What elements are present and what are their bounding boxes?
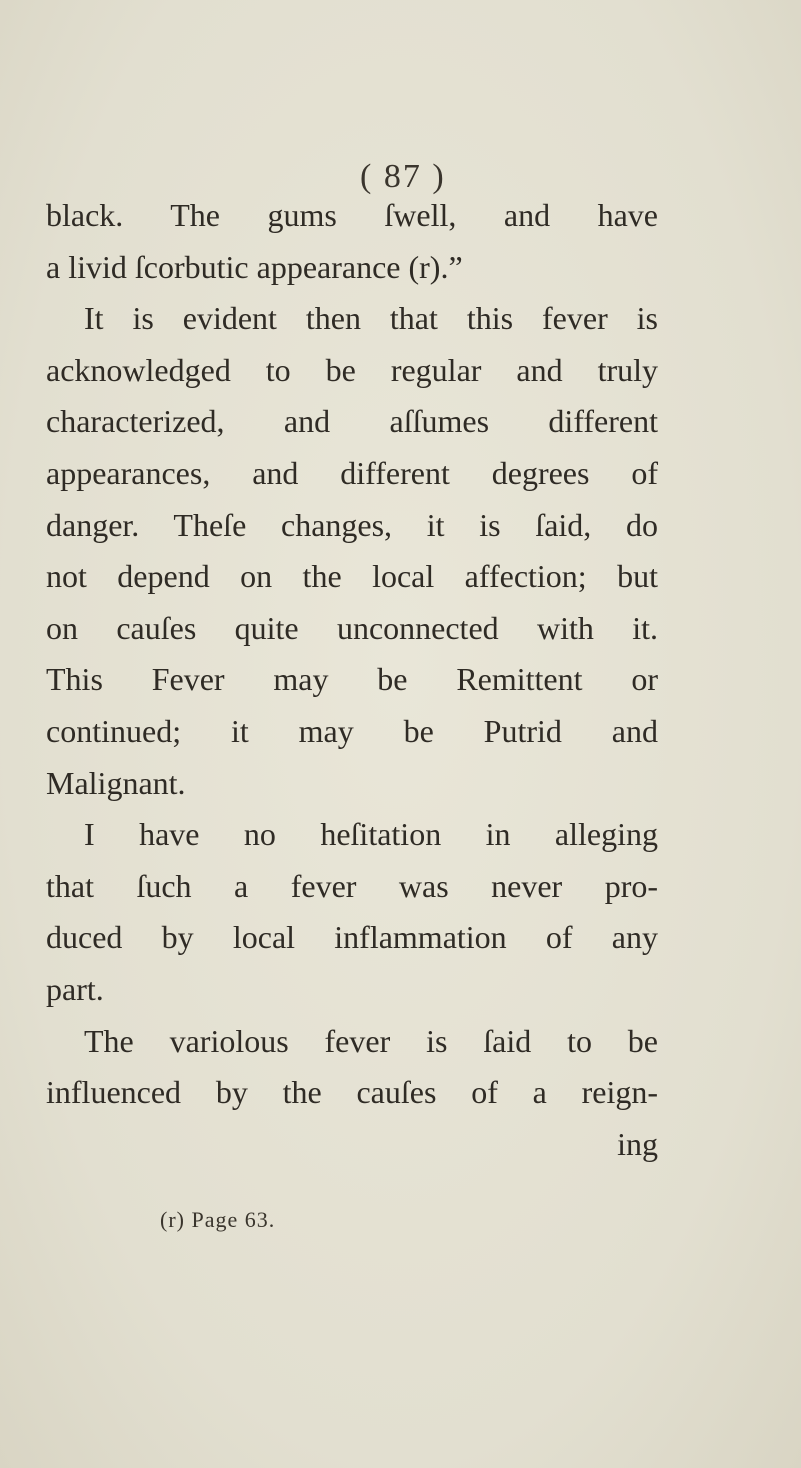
- text-line: continued; it may be Putrid and: [46, 712, 658, 749]
- text-line: part.: [46, 970, 104, 1007]
- body-text: [46, 190, 658, 1170]
- text-line: that ſuch a fever was never pro-: [46, 867, 658, 904]
- text-line: danger. Theſe changes, it is ſaid, do: [46, 506, 658, 543]
- text-line: It is evident then that this fever is: [84, 300, 658, 337]
- text-line: appearances, and different degrees of: [46, 454, 658, 491]
- text-line: duced by local inflammation of any: [46, 919, 658, 956]
- text-line: This Fever may be Remittent or: [46, 661, 658, 698]
- text-line: black. The gums ſwell, and have: [46, 197, 658, 233]
- text-line: acknowledged to be regular and truly: [46, 351, 658, 388]
- text-line: influenced by the cauſes of a reign-: [46, 1074, 658, 1111]
- text-line: a livid ſcorbutic appearance (r).”: [46, 248, 463, 285]
- page-number: ( 87 ): [360, 158, 446, 195]
- text-line: Malignant.: [46, 764, 186, 801]
- text-line: ing: [617, 1125, 658, 1162]
- text-line: on cauſes quite unconnected with it.: [46, 609, 658, 646]
- footnote: (r) Page 63.: [160, 1207, 276, 1232]
- text-line: The variolous fever is ſaid to be: [84, 1022, 658, 1059]
- text-line: not depend on the local affection; but: [46, 558, 658, 595]
- text-line: I have no heſitation in alleging: [84, 816, 658, 853]
- text-line: characterized, and aſſumes different: [46, 403, 658, 440]
